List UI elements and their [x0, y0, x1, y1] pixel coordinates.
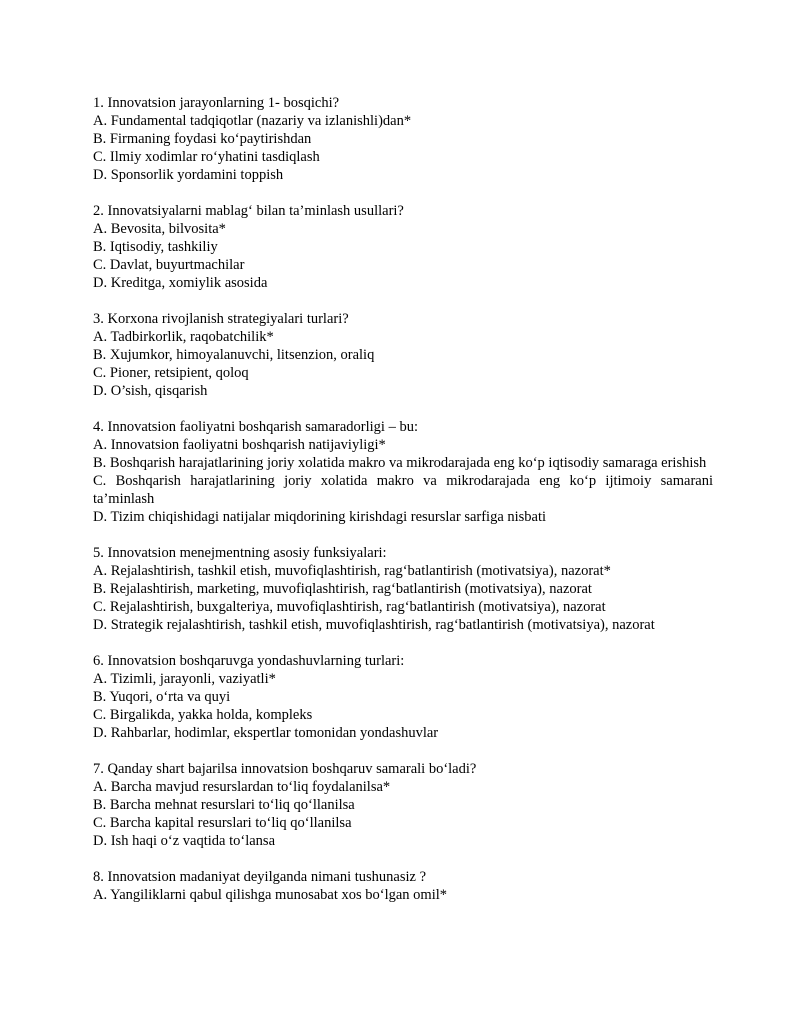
question-1: [93, 94, 713, 184]
question-text: 4. Innovatsion faoliyatni boshqarish samaradorligi – bu:: [93, 419, 418, 435]
answer-option: D. Strategik rejalashtirish, tashkil etish, muvofiqlashtirish, rag‘batlantirish (motivatsiya), nazorat: [93, 617, 655, 633]
answer-option: C. Ilmiy xodimlar ro‘yhatini tasdiqlash: [93, 149, 320, 165]
question-4: [93, 418, 713, 526]
question-text: 2. Innovatsiyalarni mablag‘ bilan ta’minlash usullari?: [93, 203, 404, 219]
answer-option: C. Barcha kapital resurslari to‘liq qo‘llanilsa: [93, 815, 352, 831]
answer-option: A. Barcha mavjud resurslardan to‘liq foydalanilsa*: [93, 779, 391, 795]
answer-option: D. Tizim chiqishidagi natijalar miqdorining kirishdagi resurslar sarfiga nisbati: [93, 509, 547, 525]
answer-option: C. Davlat, buyurtmachilar: [93, 257, 245, 273]
answer-option: D. O’sish, qisqarish: [93, 383, 208, 399]
answer-option: D. Kreditga, xomiylik asosida: [93, 275, 268, 291]
answer-option: D. Rahbarlar, hodimlar, ekspertlar tomonidan yondashuvlar: [93, 725, 439, 741]
answer-option: B. Boshqarish harajatlarining joriy xolatida makro va mikrodarajada eng ko‘p iqtisodiy samaraga erishish: [93, 455, 707, 471]
question-text: 8. Innovatsion madaniyat deyilganda nimani tushunasiz ?: [93, 869, 427, 885]
answer-option: A. Rejalashtirish, tashkil etish, muvofiqlashtirish, rag‘batlantirish (motivatsiya), nazorat*: [93, 563, 611, 579]
answer-option: C. Pioner, retsipient, qoloq: [93, 365, 249, 381]
question-text: 6. Innovatsion boshqaruvga yondashuvlarning turlari:: [93, 653, 405, 669]
answer-option: B. Xujumkor, himoyalanuvchi, litsenzion, oraliq: [93, 347, 375, 363]
answer-option: A. Tizimli, jarayonli, vaziyatli*: [93, 671, 276, 687]
answer-option: B. Firmaning foydasi ko‘paytirishdan: [93, 131, 312, 147]
question-text: 5. Innovatsion menejmentning asosiy funksiyalari:: [93, 545, 387, 561]
answer-option: A. Bevosita, bilvosita*: [93, 221, 226, 237]
question-text: 7. Qanday shart bajarilsa innovatsion boshqaruv samarali bo‘ladi?: [93, 761, 477, 777]
question-text: 3. Korxona rivojlanish strategiyalari turlari?: [93, 311, 349, 327]
question-6: [93, 652, 713, 742]
answer-option: C. Boshqarish harajatlarining joriy xolatida makro va mikrodarajada eng ko‘p ijtimoiy samarani ta’minlash: [93, 473, 713, 507]
answer-option: C. Birgalikda, yakka holda, kompleks: [93, 707, 313, 723]
document-page: [93, 94, 713, 922]
answer-option: B. Iqtisodiy, tashkiliy: [93, 239, 218, 255]
answer-option: B. Yuqori, o‘rta va quyi: [93, 689, 231, 705]
answer-option: D. Sponsorlik yordamini toppish: [93, 167, 284, 183]
question-7: [93, 760, 713, 850]
answer-option: A. Fundamental tadqiqotlar (nazariy va izlanishli)dan*: [93, 113, 412, 129]
question-3: [93, 310, 713, 400]
answer-option: A. Yangiliklarni qabul qilishga munosabat xos bo‘lgan omil*: [93, 887, 448, 903]
question-2: [93, 202, 713, 292]
answer-option: A. Innovatsion faoliyatni boshqarish natijaviyligi*: [93, 437, 386, 453]
question-8: [93, 868, 713, 904]
answer-option: A. Tadbirkorlik, raqobatchilik*: [93, 329, 274, 345]
answer-option: B. Barcha mehnat resurslari to‘liq qo‘llanilsa: [93, 797, 355, 813]
question-text: 1. Innovatsion jarayonlarning 1- bosqichi?: [93, 95, 340, 111]
answer-option: C. Rejalashtirish, buxgalteriya, muvofiqlashtirish, rag‘batlantirish (motivatsiya), nazorat: [93, 599, 606, 615]
answer-option: B. Rejalashtirish, marketing, muvofiqlashtirish, rag‘batlantirish (motivatsiya), nazorat: [93, 581, 592, 597]
question-5: [93, 544, 713, 634]
answer-option: D. Ish haqi o‘z vaqtida to‘lansa: [93, 833, 276, 849]
